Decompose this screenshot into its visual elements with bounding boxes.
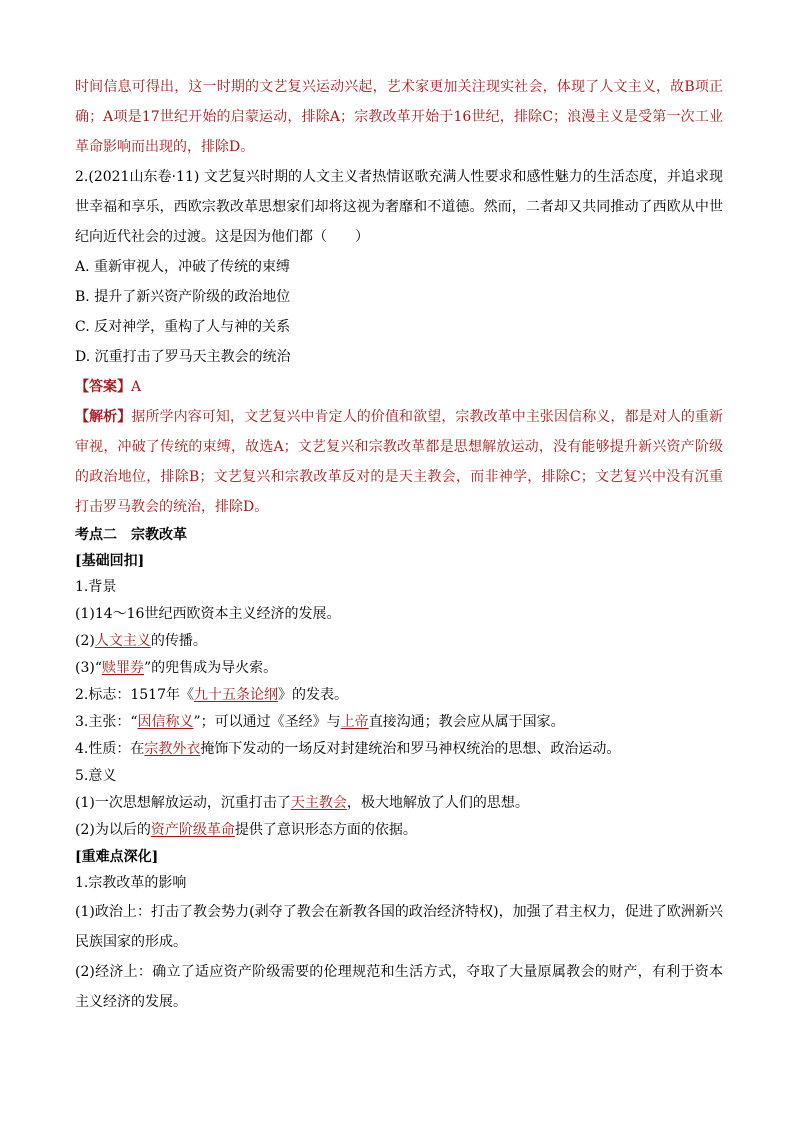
text-post: 直接沟通；教会应从属于国家。 [368, 714, 565, 730]
impact-title: 1.宗教改革的影响 [75, 875, 187, 891]
key-term: 宗教外衣 [144, 741, 201, 757]
text-post: 》的发表。 [278, 687, 348, 703]
text-pre: (3)“ [75, 660, 102, 676]
q2-analysis [75, 402, 723, 522]
key-term: 赎罪券 [102, 660, 144, 676]
sign-item [75, 682, 723, 709]
claim-item [75, 709, 723, 736]
answer-label: 【答案】 [75, 379, 131, 395]
text-pre: 3.主张：“ [75, 714, 138, 730]
analysis-label: 【解析】 [75, 409, 132, 425]
q2-option-a: A. 重新审视人，冲破了传统的束缚 [75, 259, 291, 275]
significance-item-1 [75, 790, 723, 817]
text-post: ，极大地解放了人们的思想。 [346, 795, 529, 811]
significance-item-2 [75, 817, 723, 844]
key-term: 上帝 [340, 714, 369, 730]
text-post: 提供了意识形态方面的依据。 [234, 822, 417, 838]
key-term: 因信称义 [137, 714, 194, 730]
background-item-3 [75, 655, 723, 682]
impact-item-2: (2)经济上：确立了适应资产阶级需要的伦理规范和生活方式，夺取了大量原属教会的财产，有利于资本主义经济的发展。 [75, 964, 723, 1010]
text-mid: ”；可以通过《圣经》与 [193, 714, 341, 730]
text-pre: 2.标志：1517年《 [75, 687, 194, 703]
q2-option-b: B. 提升了新兴资产阶级的政治地位 [75, 289, 291, 305]
q2-answer [75, 372, 723, 402]
q2-stem: 2.(2021山东卷·11) 文艺复兴时期的人文主义者热情讴歌充满人性要求和感性魅力的生活态度，并追求现世幸福和享乐，西欧宗教改革思想家们却将这视为奢靡和不道德。然而，二者却又共同推动了西欧从中世纪向近代社会的过渡。这是因为他们都（ ） [75, 169, 723, 245]
section-title: 考点二 宗教改革 [75, 527, 187, 543]
document-page [75, 72, 723, 1017]
text-post: 掩饰下发动的一场反对封建统治和罗马神权统治的思想、政治运动。 [200, 741, 621, 757]
answer-value: A [131, 379, 142, 395]
text-pre: 4.性质：在 [75, 741, 145, 757]
background-item-1: (1)14～16世纪西欧资本主义经济的发展。 [75, 606, 341, 622]
basic-review-header: [基础回扣] [75, 553, 145, 569]
significance-title: 5.意义 [75, 768, 117, 784]
background-item-2 [75, 628, 723, 655]
q2-option-c: C. 反对神学，重构了人与神的关系 [75, 319, 291, 335]
q1-explanation-continued: 时间信息可得出，这一时期的文艺复兴运动兴起，艺术家更加关注现实社会，体现了人文主义，故B项正确；A项是17世纪开始的启蒙运动，排除A；宗教改革开始于16世纪，排除C；浪漫主义是受第一次工业革命影响而出现的，排除D。 [75, 79, 723, 155]
nature-item [75, 736, 723, 763]
key-term: 资产阶级革命 [150, 822, 235, 838]
key-term: 九十五条论纲 [194, 687, 278, 703]
analysis-text: 据所学内容可知，文艺复兴中肯定人的价值和欲望，宗教改革中主张因信称义，都是对人的重新审视，冲破了传统的束缚，故选A；文艺复兴和宗教改革都是思想解放运动，没有能够提升新兴资产阶级的政治地位，排除B；文艺复兴和宗教改革反对的是天主教会，而非神学，排除C；文艺复兴中没有沉重打击罗马教会的统治，排除D。 [75, 409, 724, 515]
background-title: 1.背景 [75, 579, 117, 595]
impact-item-1: (1)政治上：打击了教会势力(剥夺了教会在新教各国的政治经济特权)，加强了君主权力，促进了欧洲新兴民族国家的形成。 [75, 904, 723, 950]
text-post: 的传播。 [150, 633, 207, 649]
key-term: 人文主义 [94, 633, 151, 649]
deepening-header: [重难点深化] [75, 849, 159, 865]
q2-option-d: D. 沉重打击了罗马天主教会的统治 [75, 349, 291, 365]
key-term: 天主教会 [290, 795, 347, 811]
text-pre: (2) [75, 633, 95, 649]
text-pre: (2)为以后的 [75, 822, 151, 838]
text-post: ”的兜售成为导火索。 [144, 660, 278, 676]
text-pre: (1)一次思想解放运动，沉重打击了 [75, 795, 291, 811]
